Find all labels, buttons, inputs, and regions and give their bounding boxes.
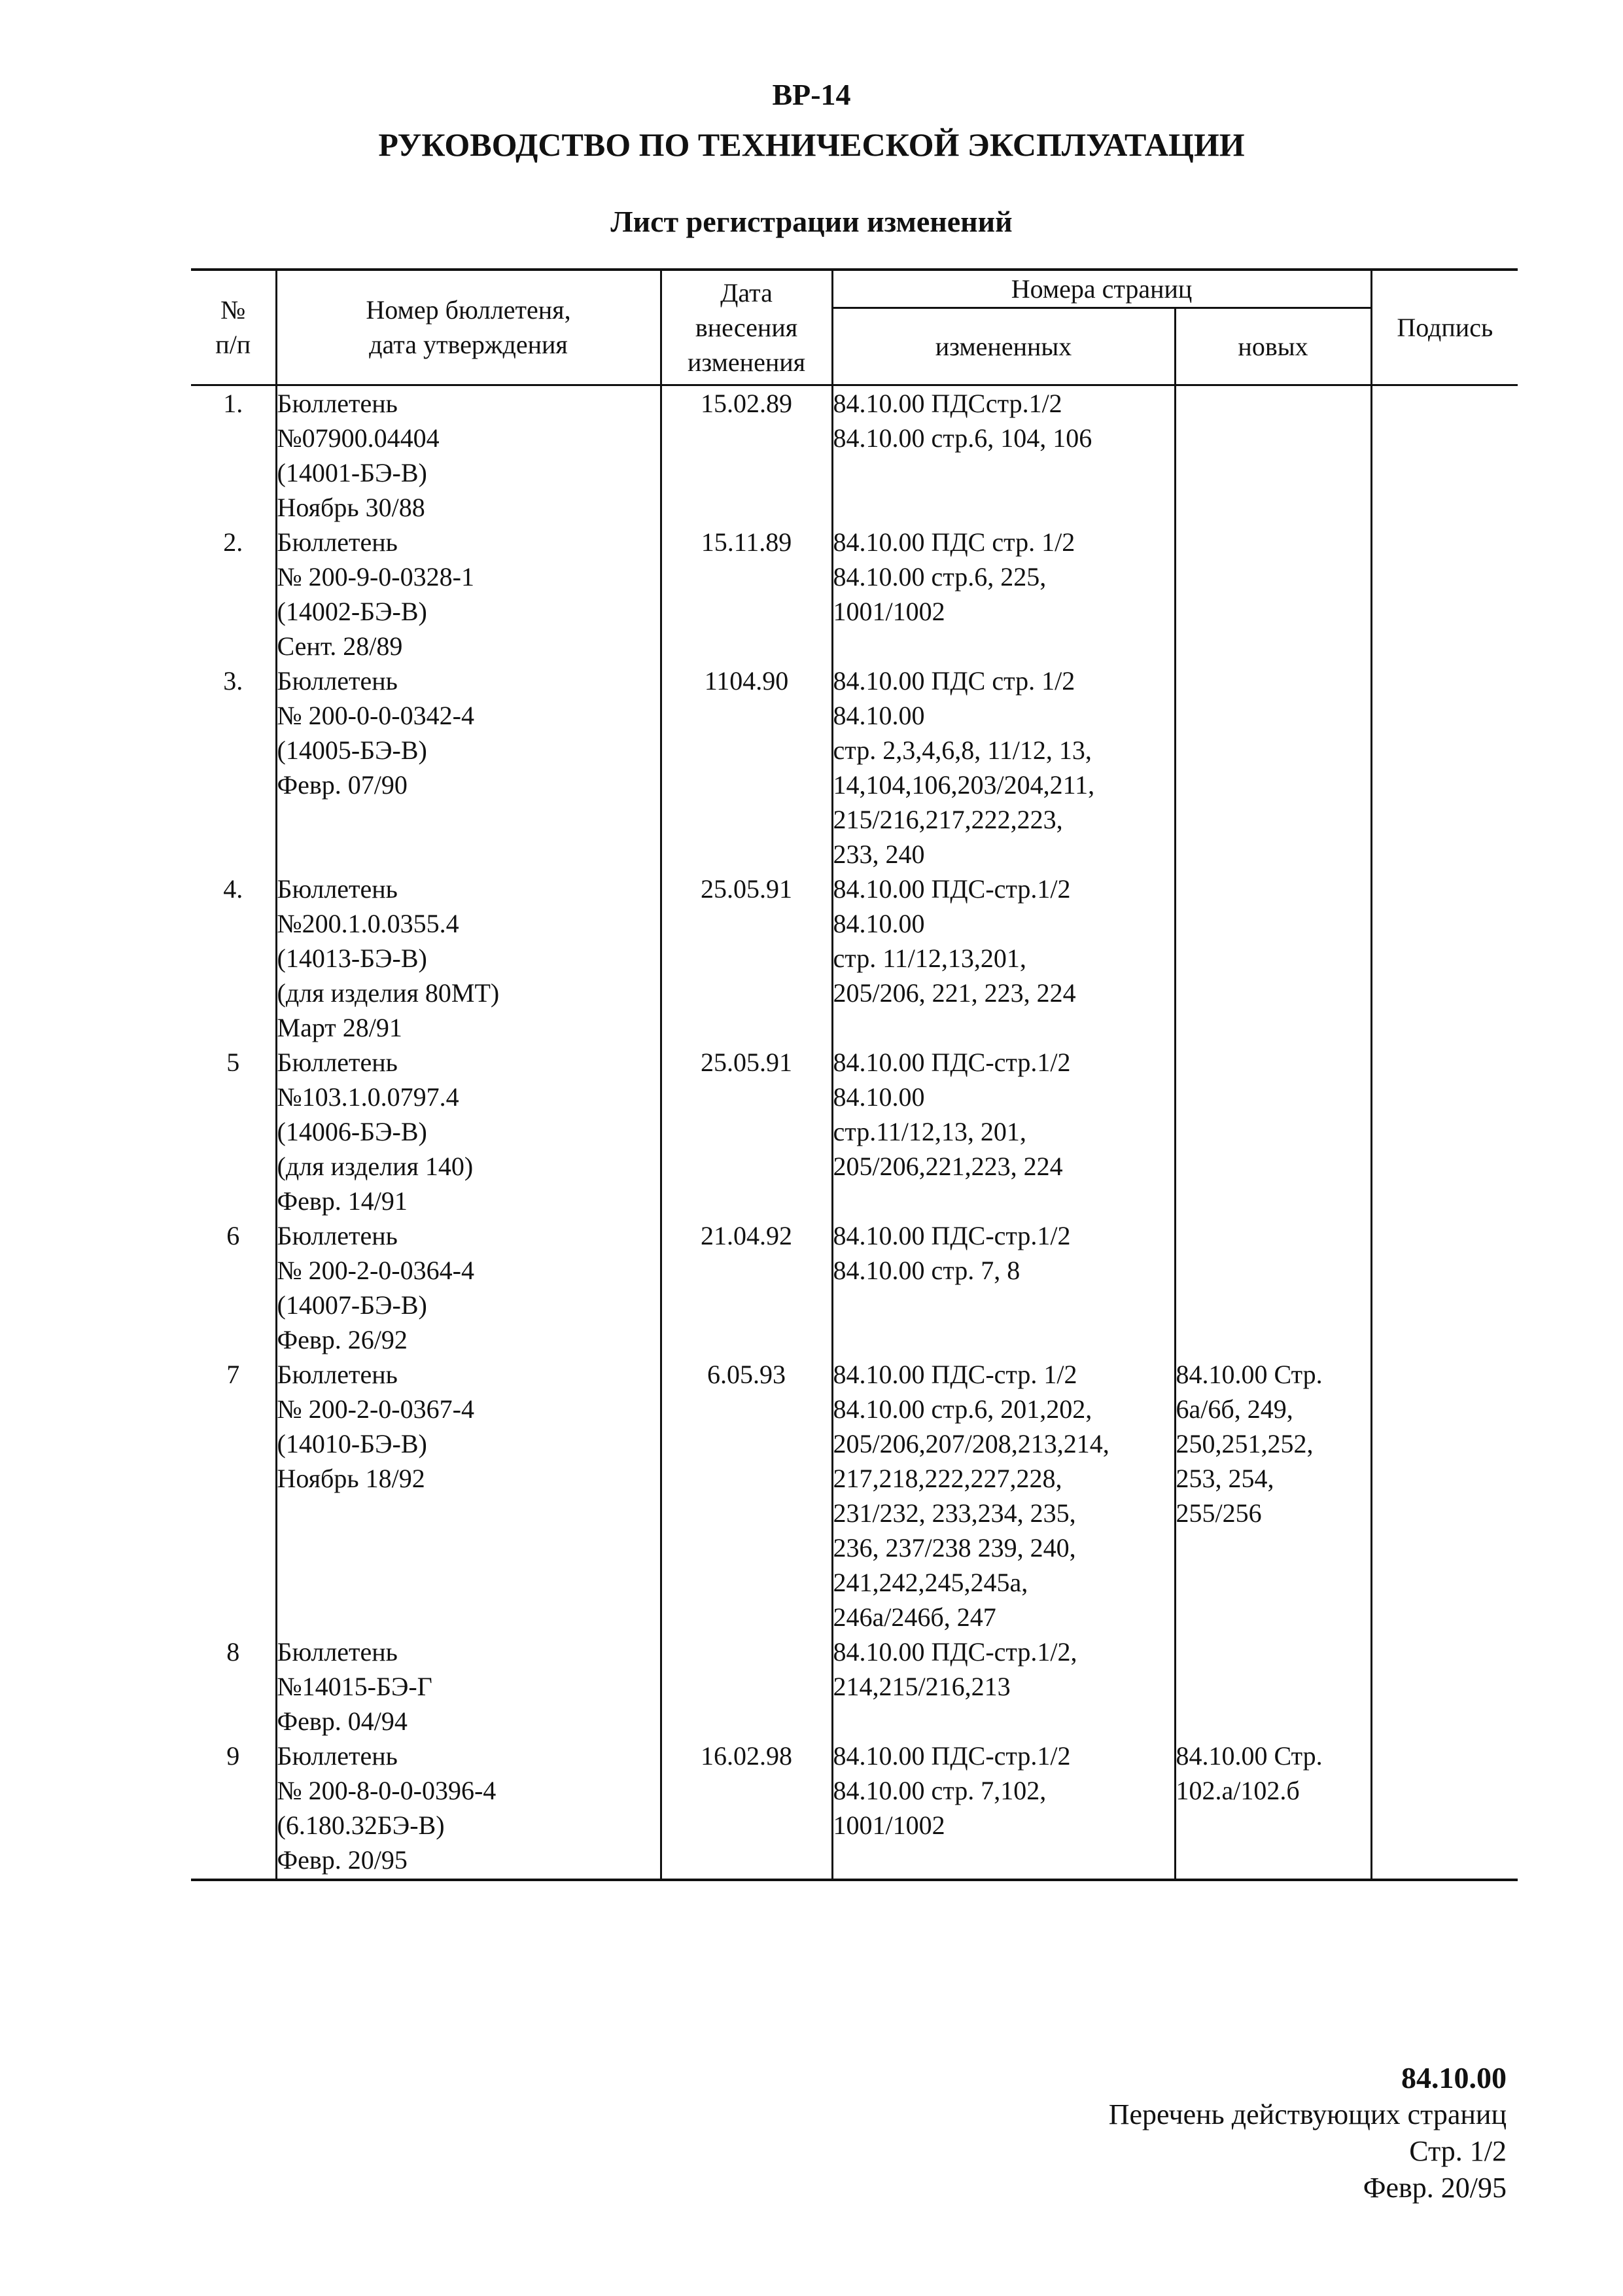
new-pages-cell (1175, 663, 1371, 872)
table-body (191, 385, 1518, 1880)
date-cell: 21.04.92 (661, 1218, 832, 1357)
bulletin-line: Ноябрь 18/92 (277, 1463, 425, 1493)
changed-pages-line: 84.10.00 ПДС-стр.1/2 (833, 1740, 1071, 1771)
changed-pages-line: 84.10.00 ПДСстр.1/2 (833, 388, 1062, 418)
bulletin-line: №14015-БЭ-Г (277, 1671, 432, 1701)
changed-pages-line: 214,215/216,213 (833, 1671, 1011, 1701)
document-title: РУКОВОДСТВО ПО ТЕХНИЧЕСКОЙ ЭКСПЛУАТАЦИИ (378, 126, 1245, 163)
footer-page-number: Стр. 1/2 (1409, 2135, 1507, 2167)
changed-pages-line: 215/216,217,222,223, (833, 804, 1063, 834)
footer-title: Перечень действующих страниц (1108, 2098, 1507, 2130)
date-cell: 25.05.91 (661, 1045, 832, 1218)
bulletin-line: (для изделия 140) (277, 1151, 474, 1181)
row-number: 4. (223, 874, 243, 904)
new-pages-cell (1175, 1218, 1371, 1357)
bulletin-cell (276, 1357, 661, 1634)
signature-cell (1371, 1634, 1518, 1739)
signature-cell (1371, 1357, 1518, 1634)
row-number: 6 (226, 1220, 240, 1250)
changed-pages-line: 84.10.00 (833, 908, 925, 938)
bulletin-line: Бюллетень (277, 1740, 398, 1771)
change-registration-table (191, 268, 1518, 1881)
changed-pages-line: стр. 11/12,13,201, (833, 943, 1026, 973)
new-pages-cell (1175, 385, 1371, 525)
bulletin-line: (14002-БЭ-В) (277, 596, 427, 626)
bulletin-line: (14013-БЭ-В) (277, 943, 427, 973)
table-header (191, 270, 1518, 385)
table-row (191, 1634, 1518, 1739)
bulletin-line: Февр. 20/95 (277, 1845, 408, 1875)
new-pages-line: 6а/6б, 249, (1176, 1394, 1293, 1424)
changed-pages-line: 84.10.00 (833, 1082, 925, 1112)
changed-pages-line: 84.10.00 (833, 700, 925, 730)
bulletin-cell (276, 872, 661, 1045)
changed-pages-line: 205/206,207/208,213,214, (833, 1428, 1109, 1458)
changed-pages-line: 14,104,106,203/204,211, (833, 769, 1095, 800)
bulletin-line: (6.180.32БЭ-В) (277, 1810, 445, 1840)
bulletin-line: Февр. 04/94 (277, 1706, 408, 1736)
new-pages-cell (1175, 872, 1371, 1045)
changed-pages-line: 84.10.00 ПДС стр. 1/2 (833, 665, 1075, 696)
signature-cell (1371, 525, 1518, 663)
table-row (191, 663, 1518, 872)
header-changed-pages: измененных (832, 308, 1175, 385)
bulletin-line: (14007-БЭ-В) (277, 1290, 427, 1320)
changed-pages-line: 233, 240 (833, 839, 925, 869)
changed-pages-line: 84.10.00 ПДС-стр. 1/2 (833, 1359, 1077, 1389)
bulletin-line: Бюллетень (277, 388, 398, 418)
bulletin-line: Бюллетень (277, 1636, 398, 1667)
bulletin-line: № 200-9-0-0328-1 (277, 561, 474, 592)
date-cell: 25.05.91 (661, 872, 832, 1045)
bulletin-line: №200.1.0.0355.4 (277, 908, 459, 938)
header-signature: Подпись (1371, 270, 1518, 385)
signature-cell (1371, 1218, 1518, 1357)
bulletin-line: Бюллетень (277, 665, 398, 696)
changed-pages-line: 241,242,245,245а, (833, 1567, 1028, 1597)
changed-pages-cell (832, 385, 1175, 525)
table-row (191, 1218, 1518, 1357)
bulletin-line: Сент. 28/89 (277, 631, 403, 661)
bulletin-cell (276, 1739, 661, 1880)
row-number: 1. (223, 388, 243, 418)
row-number: 2. (223, 527, 243, 557)
bulletin-line: Бюллетень (277, 874, 398, 904)
bulletin-cell (276, 1045, 661, 1218)
date-cell: 15.11.89 (661, 525, 832, 663)
header-bulletin: Номер бюллетеня, дата утверждения (276, 270, 661, 385)
bulletin-line: № 200-2-0-0364-4 (277, 1255, 474, 1285)
changed-pages-line: 84.10.00 стр. 7,102, (833, 1775, 1047, 1805)
bulletin-line: Февр. 14/91 (277, 1186, 408, 1216)
bulletin-cell (276, 385, 661, 525)
changed-pages-line: 1001/1002 (833, 596, 945, 626)
changed-pages-cell (832, 525, 1175, 663)
changed-pages-line: 205/206,221,223, 224 (833, 1151, 1063, 1181)
bulletin-line: (14006-БЭ-В) (277, 1116, 427, 1146)
changed-pages-line: стр. 2,3,4,6,8, 11/12, 13, (833, 735, 1092, 765)
new-pages-line: 250,251,252, (1176, 1428, 1314, 1458)
changed-pages-line: 84.10.00 стр.6, 104, 106 (833, 423, 1092, 453)
row-number: 3. (223, 665, 243, 696)
bulletin-line: Бюллетень (277, 1359, 398, 1389)
bulletin-line: № 200-8-0-0-0396-4 (277, 1775, 497, 1805)
changed-pages-line: 236, 237/238 239, 240, (833, 1532, 1076, 1563)
bulletin-line: Бюллетень (277, 1220, 398, 1250)
new-pages-line: 253, 254, (1176, 1463, 1274, 1493)
sheet-title: Лист регистрации изменений (610, 205, 1013, 238)
bulletin-line: Февр. 26/92 (277, 1324, 408, 1354)
date-cell: 6.05.93 (661, 1357, 832, 1634)
bulletin-line: Бюллетень (277, 1047, 398, 1077)
table-row (191, 1739, 1518, 1880)
table-row (191, 1357, 1518, 1634)
changed-pages-cell (832, 1045, 1175, 1218)
bulletin-line: (14001-БЭ-В) (277, 457, 427, 487)
row-number: 8 (226, 1636, 240, 1667)
footer-code: 84.10.00 (1401, 2061, 1507, 2094)
changed-pages-line: 84.10.00 стр. 7, 8 (833, 1255, 1021, 1285)
changed-pages-line: 231/232, 233,234, 235, (833, 1498, 1076, 1528)
new-pages-cell (1175, 1634, 1371, 1739)
new-pages-line: 102.а/102.б (1176, 1775, 1300, 1805)
table-row (191, 525, 1518, 663)
changed-pages-line: 84.10.00 стр.6, 225, (833, 561, 1047, 592)
changed-pages-cell (832, 872, 1175, 1045)
bulletin-line: Февр. 07/90 (277, 769, 408, 800)
signature-cell (1371, 1739, 1518, 1880)
header-page-numbers: Номера страниц (832, 270, 1371, 308)
changed-pages-line: 84.10.00 ПДС-стр.1/2, (833, 1636, 1077, 1667)
date-cell: 1104.90 (661, 663, 832, 872)
bulletin-line: № 200-2-0-0367-4 (277, 1394, 474, 1424)
signature-cell (1371, 385, 1518, 525)
changed-pages-line: 1001/1002 (833, 1810, 945, 1840)
changed-pages-line: 205/206, 221, 223, 224 (833, 978, 1076, 1008)
signature-cell (1371, 872, 1518, 1045)
bulletin-cell (276, 663, 661, 872)
date-cell (661, 1634, 832, 1739)
row-number: 7 (226, 1359, 240, 1389)
bulletin-line: (14005-БЭ-В) (277, 735, 427, 765)
changed-pages-cell (832, 1218, 1175, 1357)
changed-pages-line: 84.10.00 стр.6, 201,202, (833, 1394, 1092, 1424)
changed-pages-line: 246а/246б, 247 (833, 1602, 996, 1632)
new-pages-cell (1175, 525, 1371, 663)
footer-date: Февр. 20/95 (1363, 2172, 1507, 2204)
new-pages-cell (1175, 1357, 1371, 1634)
bulletin-line: №103.1.0.0797.4 (277, 1082, 459, 1112)
changed-pages-cell (832, 1739, 1175, 1880)
changed-pages-line: 217,218,222,227,228, (833, 1463, 1062, 1493)
date-cell: 15.02.89 (661, 385, 832, 525)
row-number: 5 (226, 1047, 240, 1077)
changed-pages-cell (832, 663, 1175, 872)
bulletin-cell (276, 525, 661, 663)
header-new-pages: новых (1175, 308, 1371, 385)
bulletin-line: №07900.04404 (277, 423, 440, 453)
signature-cell (1371, 1045, 1518, 1218)
signature-cell (1371, 663, 1518, 872)
new-pages-line: 255/256 (1176, 1498, 1262, 1528)
table-row (191, 872, 1518, 1045)
date-cell: 16.02.98 (661, 1739, 832, 1880)
new-pages-cell (1175, 1045, 1371, 1218)
bulletin-line: Ноябрь 30/88 (277, 492, 425, 522)
bulletin-cell (276, 1218, 661, 1357)
new-pages-line: 84.10.00 Стр. (1176, 1740, 1323, 1771)
changed-pages-line: 84.10.00 ПДС-стр.1/2 (833, 1220, 1071, 1250)
header-date: Дата внесения изменения (661, 270, 832, 385)
new-pages-cell (1175, 1739, 1371, 1880)
changed-pages-line: 84.10.00 ПДС-стр.1/2 (833, 874, 1071, 904)
table-row (191, 1045, 1518, 1218)
changed-pages-line: 84.10.00 ПДС-стр.1/2 (833, 1047, 1071, 1077)
changed-pages-line: 84.10.00 ПДС стр. 1/2 (833, 527, 1075, 557)
bulletin-line: Март 28/91 (277, 1012, 402, 1042)
document-code: ВР-14 (772, 78, 851, 111)
table-row (191, 385, 1518, 525)
page-footer (1109, 2060, 1507, 2206)
bulletin-line: Бюллетень (277, 527, 398, 557)
changed-pages-line: стр.11/12,13, 201, (833, 1116, 1026, 1146)
header-number: № п/п (191, 270, 276, 385)
row-number: 9 (191, 1739, 276, 1880)
changed-pages-cell (832, 1357, 1175, 1634)
bulletin-line: (14010-БЭ-В) (277, 1428, 427, 1458)
new-pages-line: 84.10.00 Стр. (1176, 1359, 1323, 1389)
bulletin-cell (276, 1634, 661, 1739)
changed-pages-cell (832, 1634, 1175, 1739)
bulletin-line: № 200-0-0-0342-4 (277, 700, 474, 730)
bulletin-line: (для изделия 80МТ) (277, 978, 500, 1008)
